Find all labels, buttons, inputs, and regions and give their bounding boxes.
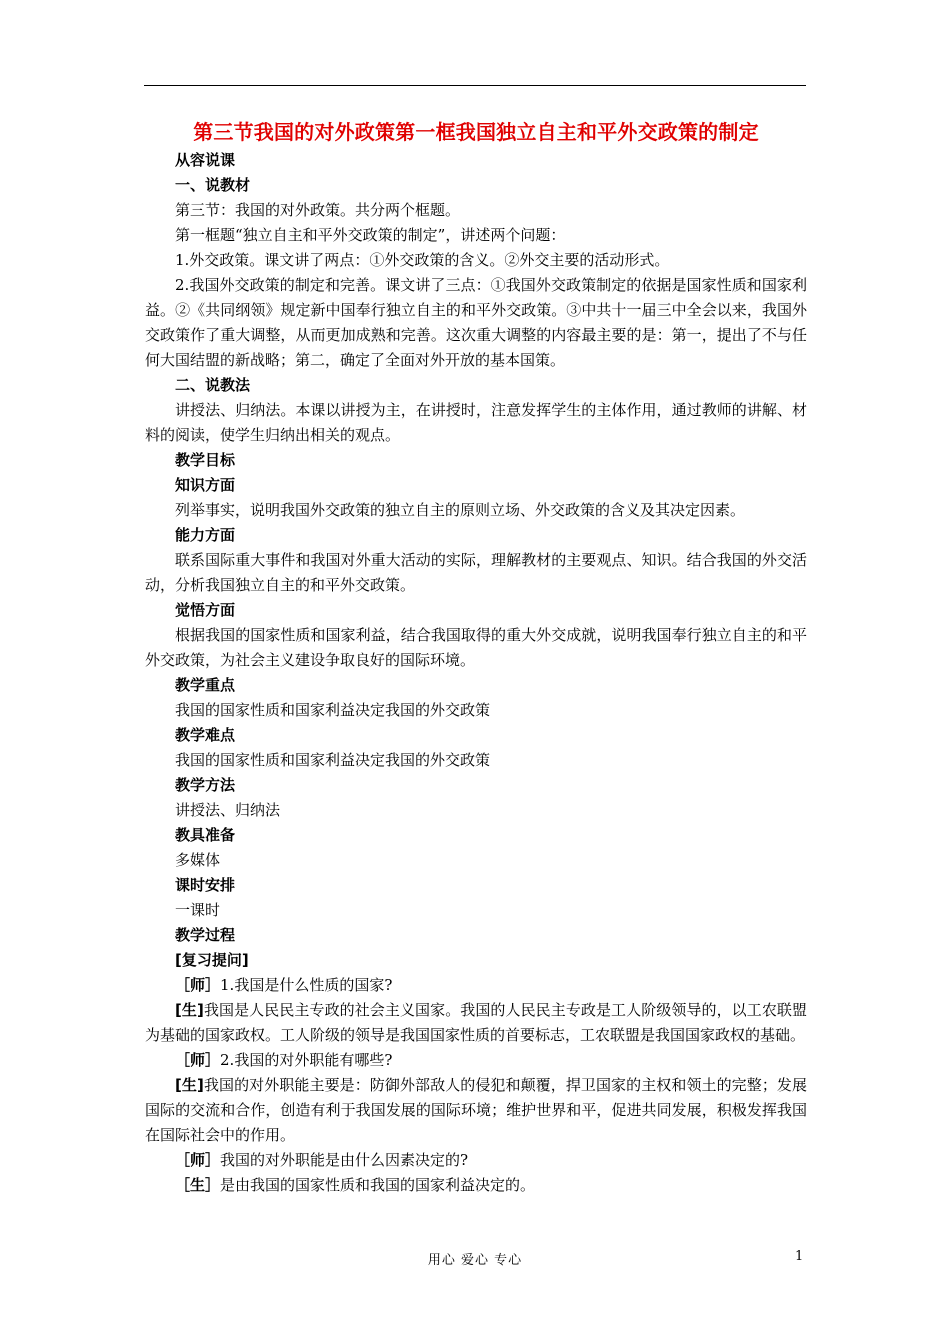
dialogue-line (145, 998, 807, 1048)
dialogue-text: 我国的对外职能主要是：防御外部敌人的侵犯和颠覆，捍卫国家的主权和领土的完整；发展国际的交流和合作，创造有利于我国发展的国际环境；维护世界和平，促进共同发展，积极发挥我国在国际社会中的作用。 (145, 1076, 807, 1144)
page-number: 1 (795, 1249, 804, 1264)
dialogue-line (145, 1073, 807, 1148)
dialogue-line (145, 1048, 807, 1073)
section-heading: 教学过程 (175, 926, 236, 944)
document-title: 第三节我国的对外政策第一框我国独立自主和平外交政策的制定 (193, 120, 759, 144)
dialogue-text: 我国的对外职能是由什么因素决定的? (220, 1151, 469, 1169)
section-heading: 教学难点 (175, 726, 236, 744)
section-heading: 从容说课 (175, 151, 236, 169)
section-heading: 课时安排 (175, 876, 236, 894)
section-heading: 知识方面 (175, 476, 236, 494)
paragraph: 我国的国家性质和国家利益决定我国的外交政策 (175, 751, 491, 769)
section-heading: 一、说教材 (175, 176, 251, 194)
speaker-tag: ［师］ (175, 1151, 221, 1169)
dialogue-text: 我国是人民民主专政的社会主义国家。我国的人民民主专政是工人阶级领导的，以工农联盟为基础的国家政权。工人阶级的领导是我国国家性质的首要标志，工农联盟是我国国家政权的基础。 (145, 1001, 807, 1044)
paragraph: 列举事实，说明我国外交政策的独立自主的原则立场、外交政策的含义及其决定因素。 (175, 501, 746, 519)
section-heading: 教学方法 (175, 776, 236, 794)
paragraph: 讲授法、归纳法 (175, 801, 281, 819)
speaker-tag: ［师］ (175, 976, 221, 994)
dialogue-text: 2.我国的对外职能有哪些? (220, 1051, 393, 1069)
header-rule (144, 85, 806, 86)
paragraph: 1.外交政策。课文讲了两点：①外交政策的含义。②外交主要的活动形式。 (175, 251, 670, 269)
dialogue-text: 是由我国的国家性质和我国的国家利益决定的。 (220, 1176, 536, 1194)
section-heading: 能力方面 (175, 526, 236, 544)
footer-motto: 用心 爱心 专心 (427, 1253, 523, 1268)
document-body (145, 118, 807, 1198)
paragraph: 第三节：我国的对外政策。共分两个框题。 (175, 201, 461, 219)
speaker-tag: ［师］ (175, 1051, 221, 1069)
speaker-tag: [生] (175, 1001, 204, 1019)
paragraph: 我国的国家性质和国家利益决定我国的外交政策 (175, 701, 491, 719)
section-heading: 教具准备 (175, 826, 236, 844)
speaker-tag: [生] (175, 1076, 204, 1094)
paragraph: 讲授法、归纳法。本课以讲授为主，在讲授时，注意发挥学生的主体作用，通过教师的讲解、材料的阅读，使学生归纳出相关的观点。 (145, 401, 807, 444)
paragraph: 联系国际重大事件和我国对外重大活动的实际，理解教材的主要观点、知识。结合我国的外交活动，分析我国独立自主的和平外交政策。 (145, 551, 807, 594)
speaker-tag: ［生］ (175, 1176, 221, 1194)
section-heading: 教学目标 (175, 451, 236, 469)
section-heading: [复习提问] (175, 951, 249, 969)
paragraph: 一课时 (175, 901, 221, 919)
dialogue-line (145, 973, 807, 998)
paragraph: 2.我国外交政策的制定和完善。课文讲了三点：①我国外交政策制定的依据是国家性质和国家利益。②《共同纲领》规定新中国奉行独立自主的和平外交政策。③中共十一届三中全会以来，我国外交政策作了重大调整，从而更加成熟和完善。这次重大调整的内容最主要的是：第一，提出了不与任何大国结盟的新战略；第二，确定了全面对外开放的基本国策。 (145, 276, 807, 369)
paragraph: 第一框题“独立自主和平外交政策的制定”，讲述两个问题： (175, 226, 566, 244)
section-heading: 教学重点 (175, 676, 236, 694)
dialogue-line (145, 1148, 807, 1173)
paragraph: 多媒体 (175, 851, 221, 869)
section-heading: 二、说教法 (175, 376, 251, 394)
section-heading: 觉悟方面 (175, 601, 236, 619)
dialogue-text: 1.我国是什么性质的国家? (220, 976, 393, 994)
paragraph: 根据我国的国家性质和国家利益，结合我国取得的重大外交成就，说明我国奉行独立自主的和平外交政策，为社会主义建设争取良好的国际环境。 (145, 626, 807, 669)
dialogue-line (145, 1173, 807, 1198)
